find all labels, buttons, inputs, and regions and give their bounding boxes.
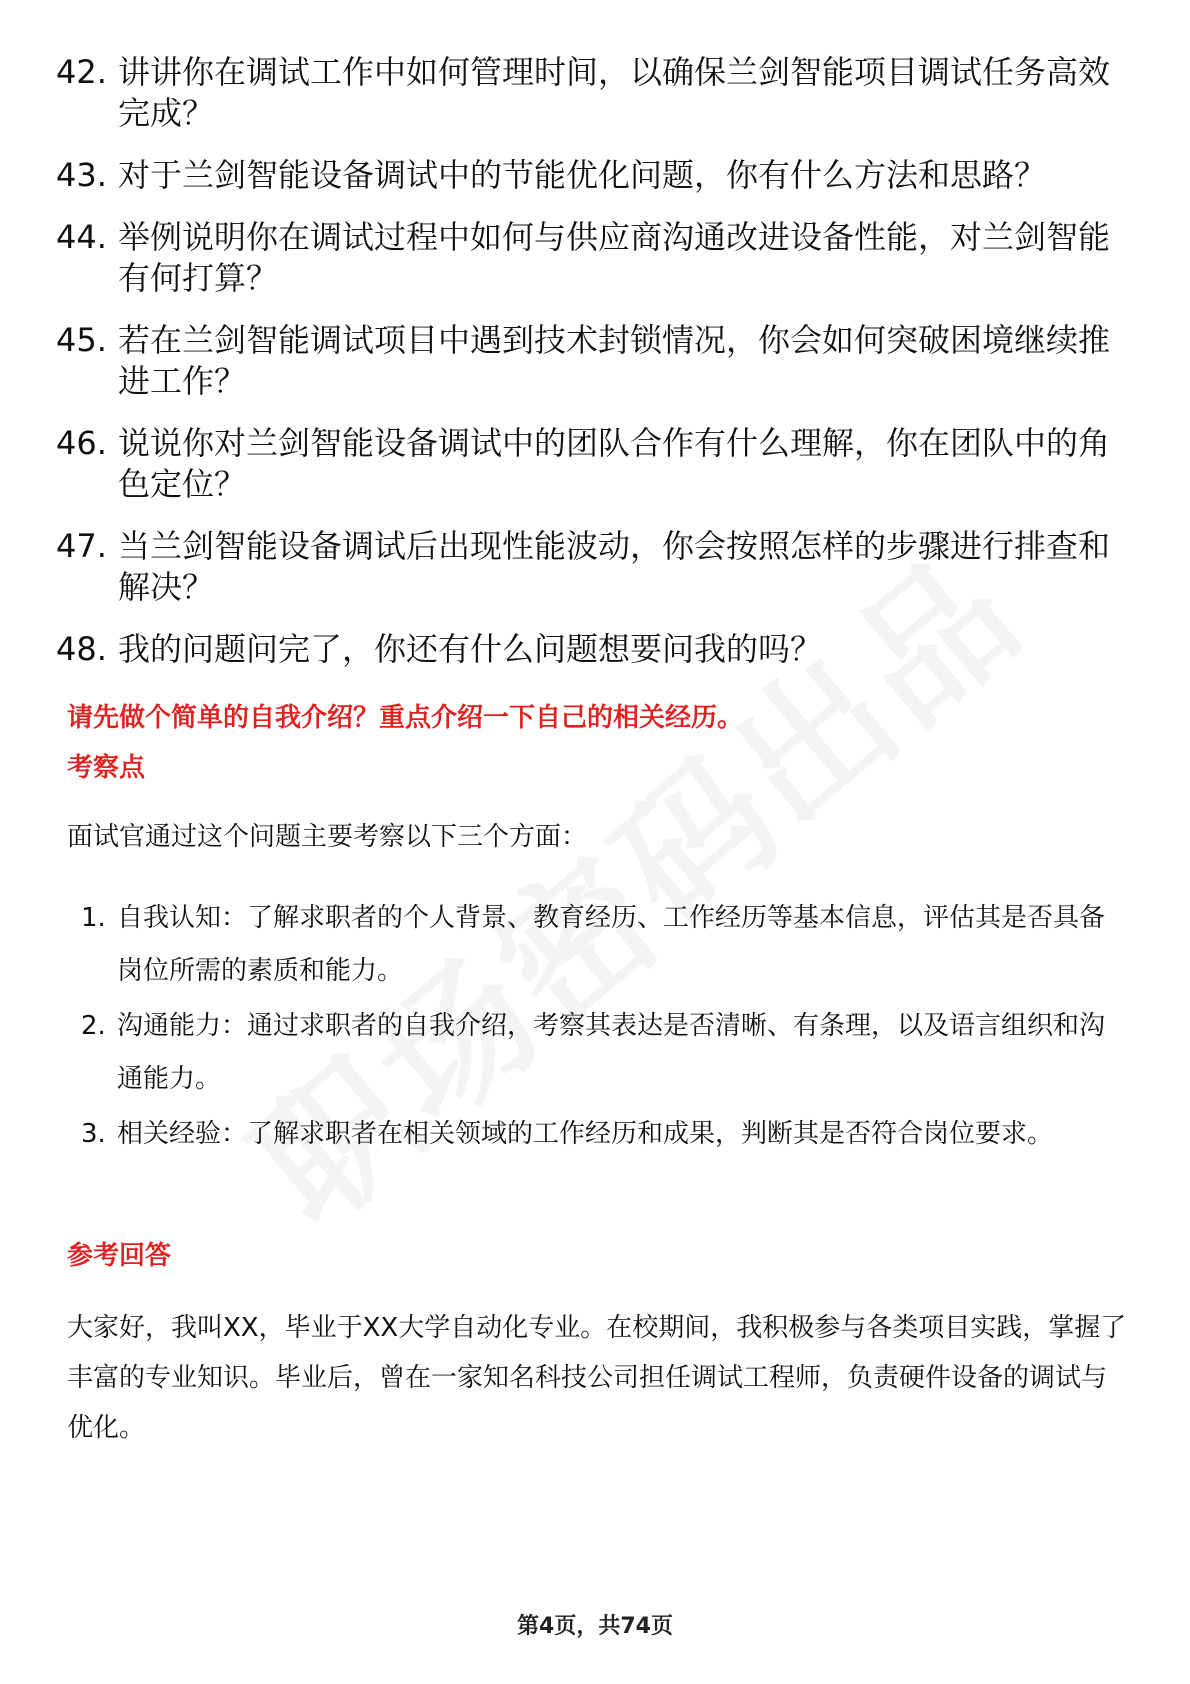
question-text: 讲讲你在调试工作中如何管理时间，以确保兰剑智能项目调试任务高效完成？ <box>118 53 1111 132</box>
question-item <box>56 526 1116 608</box>
question-item <box>56 217 1116 299</box>
list-item <box>67 1108 1127 1161</box>
question-text: 说说你对兰剑智能设备调试中的团队合作有什么理解，你在团队中的角色定位？ <box>118 424 1111 503</box>
section-question-title: 请先做个简单的自我介绍？重点介绍一下自己的相关经历。 <box>67 703 744 733</box>
question-item <box>56 52 1116 134</box>
question-text: 举例说明你在调试过程中如何与供应商沟通改进设备性能，对兰剑智能有何打算？ <box>118 218 1111 297</box>
question-item <box>56 320 1116 402</box>
answer-text: 大家好，我叫XX，毕业于XX大学自动化专业。在校期间，我积极参与各类项目实践，掌握了丰富的专业知识。毕业后，曾在一家知名科技公司担任调试工程师，负责硬件设备的调试与优化。 <box>67 1313 1127 1443</box>
question-number: 45. <box>56 321 107 359</box>
focus-intro: 面试官通过这个问题主要考察以下三个方面： <box>67 822 588 852</box>
focus-heading: 考察点 <box>67 753 146 783</box>
question-text: 对于兰剑智能设备调试中的节能优化问题，你有什么方法和思路？ <box>118 156 1047 194</box>
question-item <box>56 423 1116 505</box>
question-text: 若在兰剑智能调试项目中遇到技术封锁情况，你会如何突破困境继续推进工作？ <box>118 321 1111 400</box>
list-item-number: 3. <box>81 1119 106 1149</box>
question-text: 当兰剑智能设备调试后出现性能波动，你会按照怎样的步骤进行排查和解决？ <box>118 527 1111 606</box>
list-item-text: 沟通能力：通过求职者的自我介绍，考察其表达是否清晰、有条理，以及语言组织和沟通能力。 <box>117 1011 1106 1094</box>
question-item <box>56 629 1116 670</box>
question-number: 48. <box>56 630 107 668</box>
list-item-number: 2. <box>81 1011 106 1041</box>
list-item <box>67 892 1127 998</box>
question-number: 47. <box>56 527 107 565</box>
list-item-number: 1. <box>81 903 106 933</box>
question-number: 46. <box>56 424 107 462</box>
list-item <box>67 1000 1127 1106</box>
question-number: 44. <box>56 218 107 256</box>
question-text: 我的问题问完了，你还有什么问题想要问我的吗？ <box>118 630 823 668</box>
focus-list <box>67 892 1127 1163</box>
question-number: 43. <box>56 156 107 194</box>
question-number: 42. <box>56 53 107 91</box>
list-item-text: 相关经验：了解求职者在相关领域的工作经历和成果，判断其是否符合岗位要求。 <box>117 1119 1054 1149</box>
page-footer: 第4页，共74页 <box>517 1614 673 1639</box>
question-item <box>56 155 1116 196</box>
answer-heading: 参考回答 <box>67 1241 172 1271</box>
list-item-text: 自我认知：了解求职者的个人背景、教育经历、工作经历等基本信息，评估其是否具备岗位所需的素质和能力。 <box>117 903 1106 986</box>
question-list <box>56 52 1116 691</box>
